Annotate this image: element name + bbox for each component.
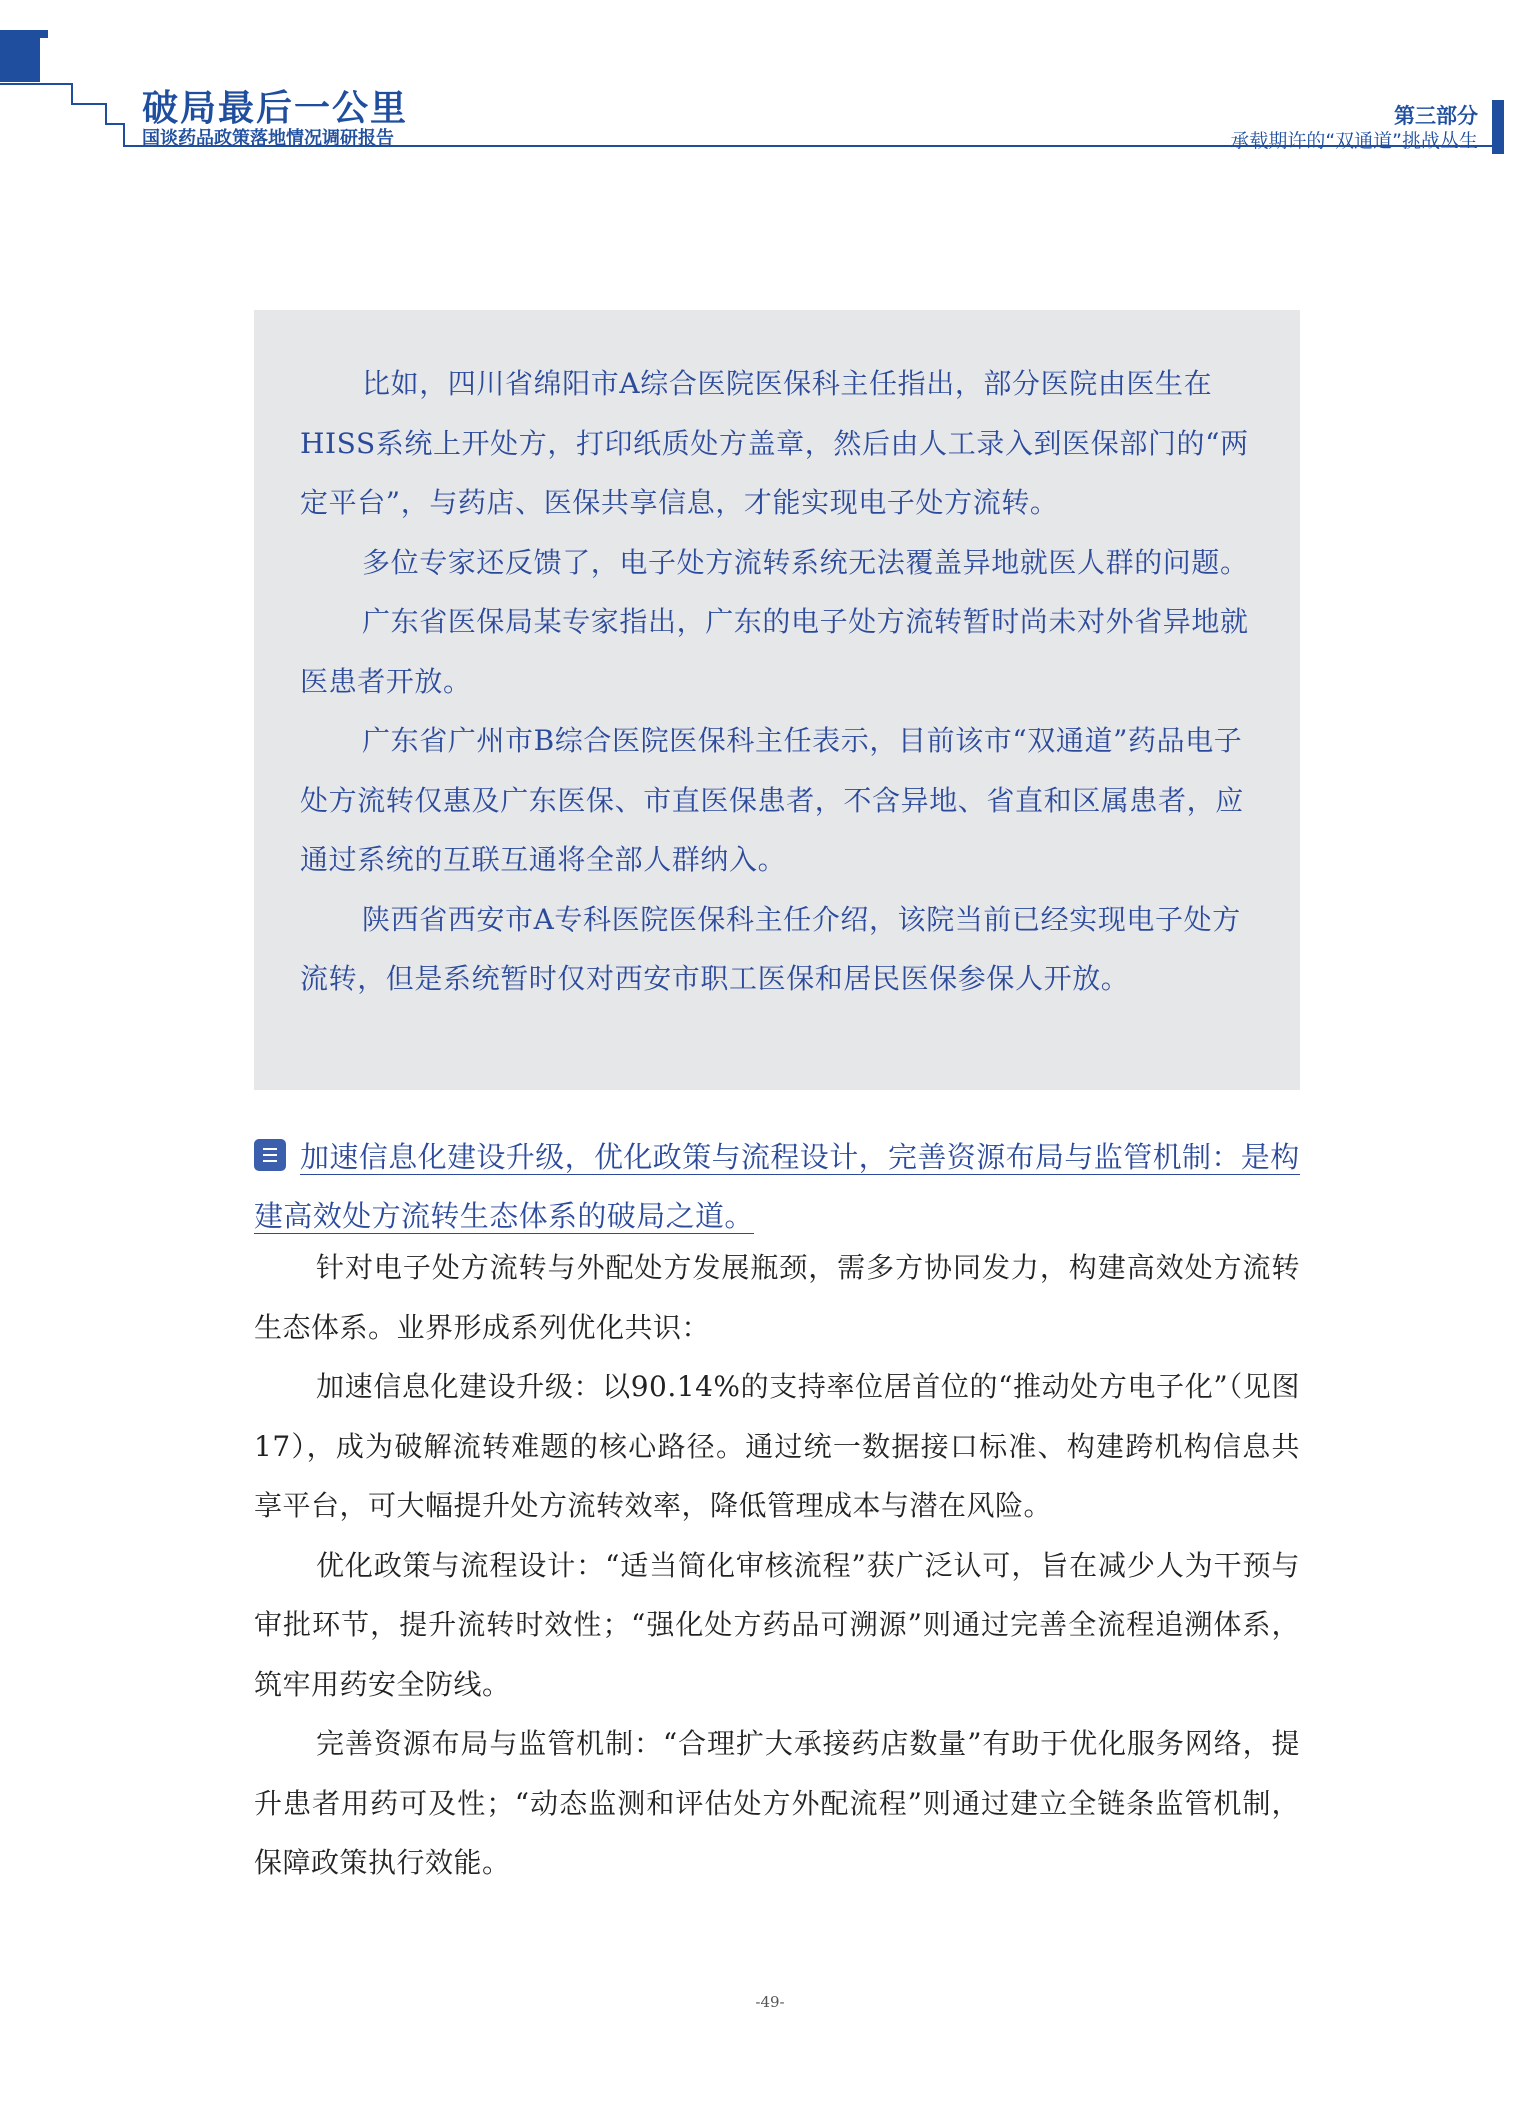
case-paragraph: 广东省医保局某专家指出，广东的电子处方流转暂时尚未对外省异地就医患者开放。	[300, 605, 1249, 698]
case-paragraph: 陕西省西安市A专科医院医保科主任介绍，该院当前已经实现电子处方流转，但是系统暂时仅对西安市职工医保和居民医保参保人开放。	[300, 902, 1241, 995]
case-box	[254, 310, 1300, 1090]
case-paragraph: 比如，四川省绵阳市A综合医院医保科主任指出，部分医院由医生在HISS系统上开处方，打印纸质处方盖章，然后由人工录入到医保部门的“两定平台”，与药店、医保共享信息，才能实现电子处方流转。	[300, 367, 1249, 519]
body-text	[254, 1238, 1300, 1893]
body-paragraph: 优化政策与流程设计：“适当简化审核流程”获广泛认可，旨在减少人为干预与审批环节，提升流转时效性；“强化处方药品可溯源”则通过完善全流程追溯体系，筑牢用药安全防线。	[254, 1548, 1300, 1701]
list-icon	[254, 1139, 286, 1171]
body-paragraph: 完善资源布局与监管机制：“合理扩大承接药店数量”有助于优化服务网络，提升患者用药可及性；“动态监测和评估处方外配流程”则通过建立全链条监管机制，保障政策执行效能。	[254, 1727, 1300, 1879]
report-title: 破局最后一公里	[142, 88, 409, 129]
page-number: -49-	[755, 1993, 785, 2011]
section-heading-text: 加速信息化建设升级，优化政策与流程设计，完善资源布局与监管机制：是构建高效处方流转生态体系的破局之道。	[254, 1140, 1300, 1233]
part-label: 第三部分	[1394, 104, 1478, 128]
case-box-content	[300, 354, 1256, 1009]
header-accent-bar	[1492, 100, 1504, 154]
case-paragraph: 多位专家还反馈了，电子处方流转系统无法覆盖异地就医人群的问题。	[362, 545, 1249, 579]
part-subtitle: 承载期许的“双通道”挑战丛生	[1230, 130, 1478, 152]
section-heading	[254, 1128, 1300, 1246]
body-paragraph: 加速信息化建设升级：以90.14%的支持率位居首位的“推动处方电子化”（见图17），成为破解流转难题的核心路径。通过统一数据接口标准、构建跨机构信息共享平台，可大幅提升处方流转效率，降低管理成本与潜在风险。	[254, 1370, 1300, 1522]
case-paragraph: 广东省广州市B综合医院医保科主任表示，目前该市“双通道”药品电子处方流转仅惠及广东医保、市直医保患者，不含异地、省直和区属患者，应通过系统的互联互通将全部人群纳入。	[300, 724, 1244, 876]
body-paragraph: 针对电子处方流转与外配处方发展瓶颈，需多方协同发力，构建高效处方流转生态体系。业界形成系列优化共识：	[254, 1251, 1300, 1344]
report-subtitle: 国谈药品政策落地情况调研报告	[142, 128, 394, 149]
